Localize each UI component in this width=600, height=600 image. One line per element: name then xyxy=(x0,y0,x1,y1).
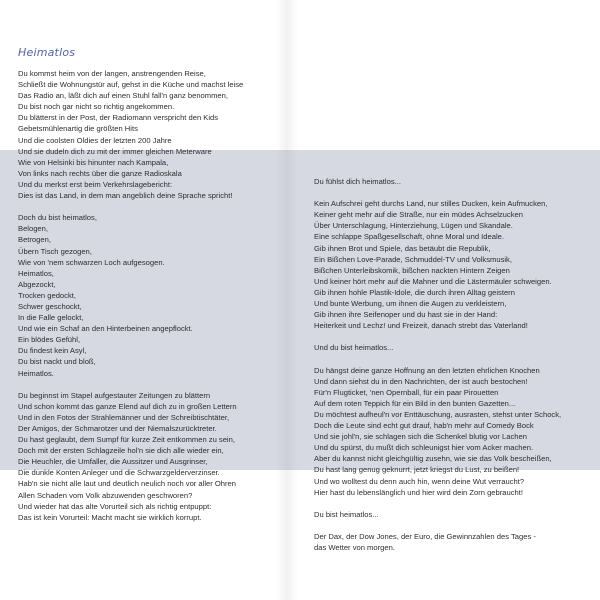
right-lyrics-column xyxy=(314,176,584,553)
lyric-line: Die Heuchler, die Umfaller, die Aussitzer und Ausgrinser, xyxy=(18,457,208,467)
lyric-line: Doch die Leute sind echt gut drauf, hab'n mehr auf Comedy Bock xyxy=(314,421,534,431)
lyric-line: Trocken gedockt, xyxy=(18,290,76,300)
page-fold xyxy=(276,0,298,600)
lyric-line: Gib ihnen Brot und Spiele, das betäubt die Republik, xyxy=(314,243,491,253)
lyric-line xyxy=(18,201,273,212)
lyric-line: Doch du bist heimatlos, xyxy=(18,213,97,223)
song-title: Heimatlos xyxy=(18,46,76,59)
lyric-line: Und schon kommt das ganze Elend auf dich zu in großen Lettern xyxy=(18,401,237,411)
lyric-line: Du hast geglaubt, dem Sumpf für kurze Zeit entkommen zu sein, xyxy=(18,435,235,445)
lyric-line: Du bist heimatlos... xyxy=(314,509,379,519)
lyric-line: Und bunte Werbung, um ihnen die Augen zu verkleistern, xyxy=(314,299,507,309)
lyric-line: Allen Schaden vom Volk abzuwenden geschworen? xyxy=(18,490,193,500)
lyric-line: Das ist kein Vorurteil: Macht macht sie wirklich korrupt. xyxy=(18,512,202,522)
lyric-line xyxy=(314,520,584,531)
lyric-line: Du hast lang genug geknurrt, jetzt kriegst du Lust, zu beißen! xyxy=(314,465,520,475)
lyric-line: Und keiner hört mehr auf die Mahner und die Lästermäuler schweigen. xyxy=(314,276,552,286)
lyric-line: Heimatlos. xyxy=(18,368,54,378)
lyric-line: Heimatlos, xyxy=(18,268,54,278)
lyric-line: Du hängst deine ganze Hoffnung an den letzten ehrlichen Knochen xyxy=(314,365,540,375)
lyric-line: Du bist noch gar nicht so richtig angekommen. xyxy=(18,102,175,112)
lyric-line: Du findest kein Asyl, xyxy=(18,346,87,356)
lyric-line: Wie von Helsinki bis hinunter nach Kampala, xyxy=(18,157,169,167)
lyric-line: Gebetsmühlenartig die größten Hits xyxy=(18,124,138,134)
lyric-line xyxy=(314,354,584,365)
lyric-line: Und wie ein Schaf an den Hinterbeinen angepflockt. xyxy=(18,324,193,334)
lyric-line: Du fühlst dich heimatlos... xyxy=(314,177,401,186)
lyric-line: Eine schlappe Spaßgesellschaft, ohne Moral und Ideale. xyxy=(314,232,504,242)
lyric-line: In die Falle gelockt, xyxy=(18,313,84,323)
lyric-line: Gib ihnen ihre Seifenoper und du hast sie in der Hand: xyxy=(314,310,498,320)
lyric-line: Gib ihnen hohle Plastik-Idole, die durch ihren Alltag geistern xyxy=(314,287,515,297)
lyric-line: das Wetter von morgen. xyxy=(314,543,395,553)
left-lyrics-column xyxy=(18,68,273,523)
lyric-line: Du beginnst im Stapel aufgestauter Zeitungen zu blättern xyxy=(18,390,211,400)
lyric-line: Abgezockt, xyxy=(18,279,56,289)
lyric-line: Du blätterst in der Post, der Radiomann verspricht den Kids xyxy=(18,113,219,123)
lyric-line xyxy=(314,187,584,198)
lyric-line: Und sie dudeln dich zu mit der immer gleichen Meterware xyxy=(18,146,212,156)
lyric-line: Hab'n sie nicht alle laut und deutlich neulich noch vor aller Ohren xyxy=(18,479,237,489)
lyric-line: Das Radio an, läßt dich auf einen Stuhl fall'n ganz benommen, xyxy=(18,91,228,101)
lyric-line: Übern Tisch gezogen, xyxy=(18,246,92,256)
lyric-line: Betrogen, xyxy=(18,235,51,245)
lyric-line: Belogen, xyxy=(18,224,48,234)
lyric-line: Wie von 'nem schwarzen Loch aufgesogen. xyxy=(18,257,165,267)
lyric-line: Dies ist das Land, in dem man angeblich deine Sprache spricht! xyxy=(18,191,233,201)
lyric-line: Heiterkeit und Lechz! und Freizeit, danach strebt das Vaterland! xyxy=(314,321,528,331)
lyric-line: Schließt die Wohnungstür auf, gehst in die Küche und machst leise xyxy=(18,80,244,90)
lyric-line: Keiner geht mehr auf die Straße, nur ein müdes Achselzucken xyxy=(314,210,523,220)
lyric-line: Du bist nackt und bloß, xyxy=(18,357,96,367)
lyric-line: Doch mit der ersten Schlagzeile hol'n sie dich alle wieder ein, xyxy=(18,446,224,456)
lyric-line: Über Unterschlagung, Hinterziehung, Lügen und Skandale. xyxy=(314,221,513,231)
lyric-line: Und wieder hat das alte Vorurteil sich als richtig entpuppt: xyxy=(18,501,212,511)
lyric-line: Und sie johl'n, sie schlagen sich die Schenkel blutig vor Lachen xyxy=(314,432,527,442)
lyric-line: Und du merkst erst beim Verkehrslagebericht: xyxy=(18,179,173,189)
lyric-line: Bißchen Unterleibskomik, bißchen nackten Hintern Zeigen xyxy=(314,265,510,275)
lyric-line: Du möchtest aufheul'n vor Enttäuschung, ausrasten, stehst unter Schock, xyxy=(314,409,562,419)
lyric-line xyxy=(18,379,273,390)
lyric-line: Hier hast du lebenslänglich und hier wird dein Zorn gebraucht! xyxy=(314,487,523,497)
lyric-line xyxy=(314,331,584,342)
lyric-line: Und du spürst, du mußt dich schleunigst hier vom Acker machen. xyxy=(314,443,534,453)
lyric-line: Die dunkle Konten Anleger und die Schwarzgelderverzinser. xyxy=(18,468,220,478)
lyric-line: Der Amigos, der Schmarotzer und der Niemalszurücktreter. xyxy=(18,424,217,433)
lyric-line: Der Dax, der Dow Jones, der Euro, die Gewinnzahlen des Tages - xyxy=(314,532,536,541)
lyric-line: Und du bist heimatlos... xyxy=(314,343,394,353)
lyric-line: Und wo wolltest du denn auch hin, wenn deine Wut verraucht? xyxy=(314,476,525,486)
lyric-line: Und in den Fotos der Strahlemänner und der Schreibtischtäter, xyxy=(18,412,230,422)
lyric-line: Und dann siehst du in den Nachrichten, der ist auch bestochen! xyxy=(314,376,528,386)
lyric-line: Auf dem roten Teppich für ein Bild in den bunten Gazetten... xyxy=(314,398,516,408)
lyric-line: Kein Aufschrei geht durchs Land, nur stilles Ducken, kein Aufmucken, xyxy=(314,199,548,209)
lyric-line: Für'n Flugticket, 'nen Opernball, für ein paar Pirouetten xyxy=(314,387,499,397)
lyric-line: Du kommst heim von der langen, anstrengenden Reise, xyxy=(18,69,206,78)
lyric-line: Von links nach rechts über die ganze Radioskala xyxy=(18,168,182,178)
lyric-line: Und die coolsten Oldies der letzten 200 Jahre xyxy=(18,135,172,145)
lyric-line: Ein blödes Gefühl, xyxy=(18,335,81,345)
lyric-line: Schwer geschockt, xyxy=(18,301,82,311)
lyric-line xyxy=(314,498,584,509)
lyric-line: Aber du kannst nicht gleichgültig zusehn, wie sie das Volk bescheißen, xyxy=(314,454,552,464)
lyric-line: Ein Bißchen Love-Parade, Schmuddel-TV und Volksmusik, xyxy=(314,254,512,264)
